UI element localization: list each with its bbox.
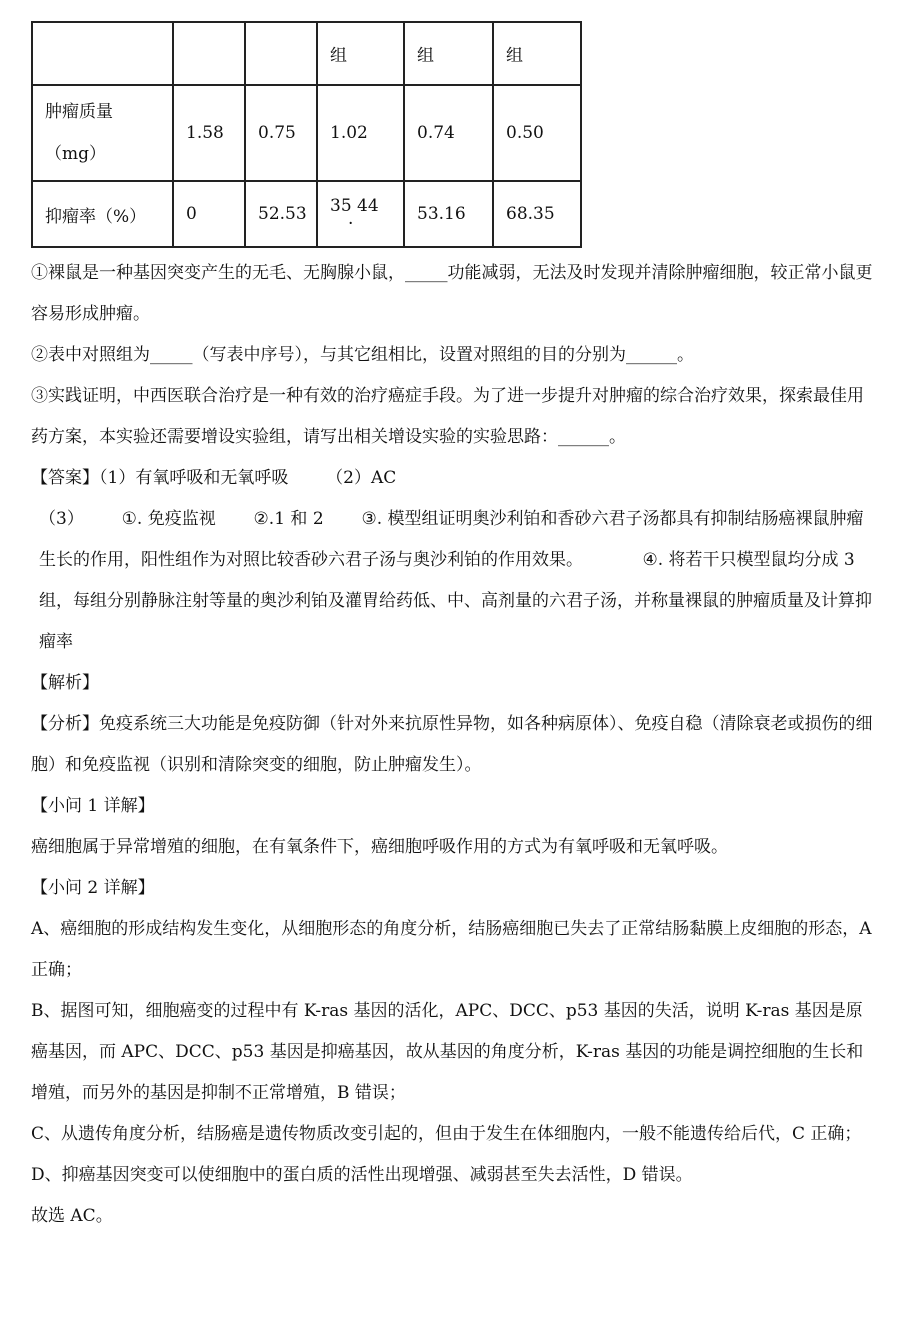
answer-3-1-number: ①. — [121, 509, 143, 529]
answer-3-3: 模型组证明奥沙利铂和香砂六君子汤都具有抑制结肠癌裸鼠肿瘤生长的作用，阳性组作为对照比较香砂六君子汤与奥沙利铂的作用效果。 — [39, 509, 864, 570]
option-a-explanation: A、癌细胞的形成结构发生变化，从细胞形态的角度分析，结肠癌细胞已失去了正常结肠黏膜上皮细胞的形态，A 正确； — [31, 919, 872, 980]
table-cell: 68.35 — [493, 181, 581, 247]
table-cell: 1.58 — [173, 85, 245, 181]
answer-1: （1）有氧呼吸和无氧呼吸 — [99, 468, 289, 488]
table-cell: 组 — [493, 22, 581, 85]
answer-3-4: 将若干只模型鼠均分成 3 组，每组分别静脉注射等量的奥沙利铂及灌胃给药低、中、高剂量的六君子汤，并称量裸鼠的肿瘤质量及计算抑瘤率 — [39, 550, 872, 652]
answer-3-4-number: ④. — [642, 550, 664, 570]
answer-3-prefix: （3） — [39, 509, 84, 529]
results-table — [31, 21, 582, 248]
row-label-line2: （mg） — [45, 144, 107, 164]
table-cell: 0 — [173, 181, 245, 247]
table-cell: 53.16 — [404, 181, 493, 247]
row-label-line1: 肿瘤质量 — [45, 102, 113, 122]
document-body — [31, 253, 876, 1237]
table-cell: 0.75 — [245, 85, 317, 181]
subquestion-1-text: 癌细胞属于异常增殖的细胞，在有氧条件下，癌细胞呼吸作用的方式为有氧呼吸和无氧呼吸。 — [31, 837, 728, 857]
table-cell — [245, 22, 317, 85]
table-cell-split-value — [317, 181, 404, 247]
table-cell — [173, 22, 245, 85]
table-cell: 1.02 — [317, 85, 404, 181]
split-value-dot: · — [348, 214, 354, 234]
table-cell: 组 — [317, 22, 404, 85]
answer-3-2: 1 和 2 — [274, 509, 324, 529]
table-row — [32, 181, 581, 247]
answer-line — [31, 458, 876, 499]
split-value-digits: 35 44 — [330, 196, 379, 216]
table-cell: 52.53 — [245, 181, 317, 247]
answer-3-1: 免疫监视 — [147, 509, 216, 529]
answer-3 — [31, 499, 876, 663]
answer-3-2-number: ②. — [253, 509, 275, 529]
answer-3-3-number: ③. — [361, 509, 383, 529]
subquestion-1-heading: 【小问 1 详解】 — [31, 796, 155, 816]
analysis-label: 【解析】 — [31, 673, 99, 693]
table-header-row — [32, 22, 581, 85]
table-cell: 0.74 — [404, 85, 493, 181]
question-part-3: ③实践证明，中西医联合治疗是一种有效的治疗癌症手段。为了进一步提升对肿瘤的综合治疗效果，探索最佳用药方案，本实验还需要增设实验组，请写出相关增设实验的实验思路：______。 — [31, 386, 864, 447]
row-label-inhibition-rate: 抑瘤率（%） — [32, 181, 173, 247]
row-label-tumor-mass — [32, 85, 173, 181]
answer-label: 【答案】 — [31, 468, 99, 488]
table-row — [32, 85, 581, 181]
answer-2: （2）AC — [326, 468, 397, 488]
subquestion-2-heading: 【小问 2 详解】 — [31, 878, 155, 898]
option-d-explanation: D、抑癌基因突变可以使细胞中的蛋白质的活性出现增强、减弱甚至失去活性，D 错误。 — [31, 1165, 693, 1185]
option-c-explanation: C、从遗传角度分析，结肠癌是遗传物质改变引起的，但由于发生在体细胞内，一般不能遗传给后代，C 正确； — [31, 1124, 862, 1144]
question-part-1: ①裸鼠是一种基因突变产生的无毛、无胸腺小鼠，_____功能减弱，无法及时发现并清除肿瘤细胞，较正常小鼠更容易形成肿瘤。 — [31, 263, 873, 324]
option-b-explanation: B、据图可知，细胞癌变的过程中有 K-ras 基因的活化，APC、DCC、p53 基因的失活，说明 K-ras 基因是原癌基因，而 APC、DCC、p53 基因是抑癌基因，故从基因的角度分析，K-ras 基因的功能是调控细胞的生长和增殖，而另外的基因是抑制不正常增殖，B 错误； — [31, 1001, 864, 1103]
table-cell — [32, 22, 173, 85]
question-part-2: ②表中对照组为_____（写表中序号），与其它组相比，设置对照组的目的分别为______。 — [31, 345, 694, 365]
table-cell: 组 — [404, 22, 493, 85]
analysis-overview: 【分析】免疫系统三大功能是免疫防御（针对外来抗原性异物，如各种病原体）、免疫自稳（清除衰老或损伤的细胞）和免疫监视（识别和清除突变的细胞，防止肿瘤发生）。 — [31, 714, 873, 775]
final-choice: 故选 AC。 — [31, 1206, 113, 1226]
table-cell: 0.50 — [493, 85, 581, 181]
